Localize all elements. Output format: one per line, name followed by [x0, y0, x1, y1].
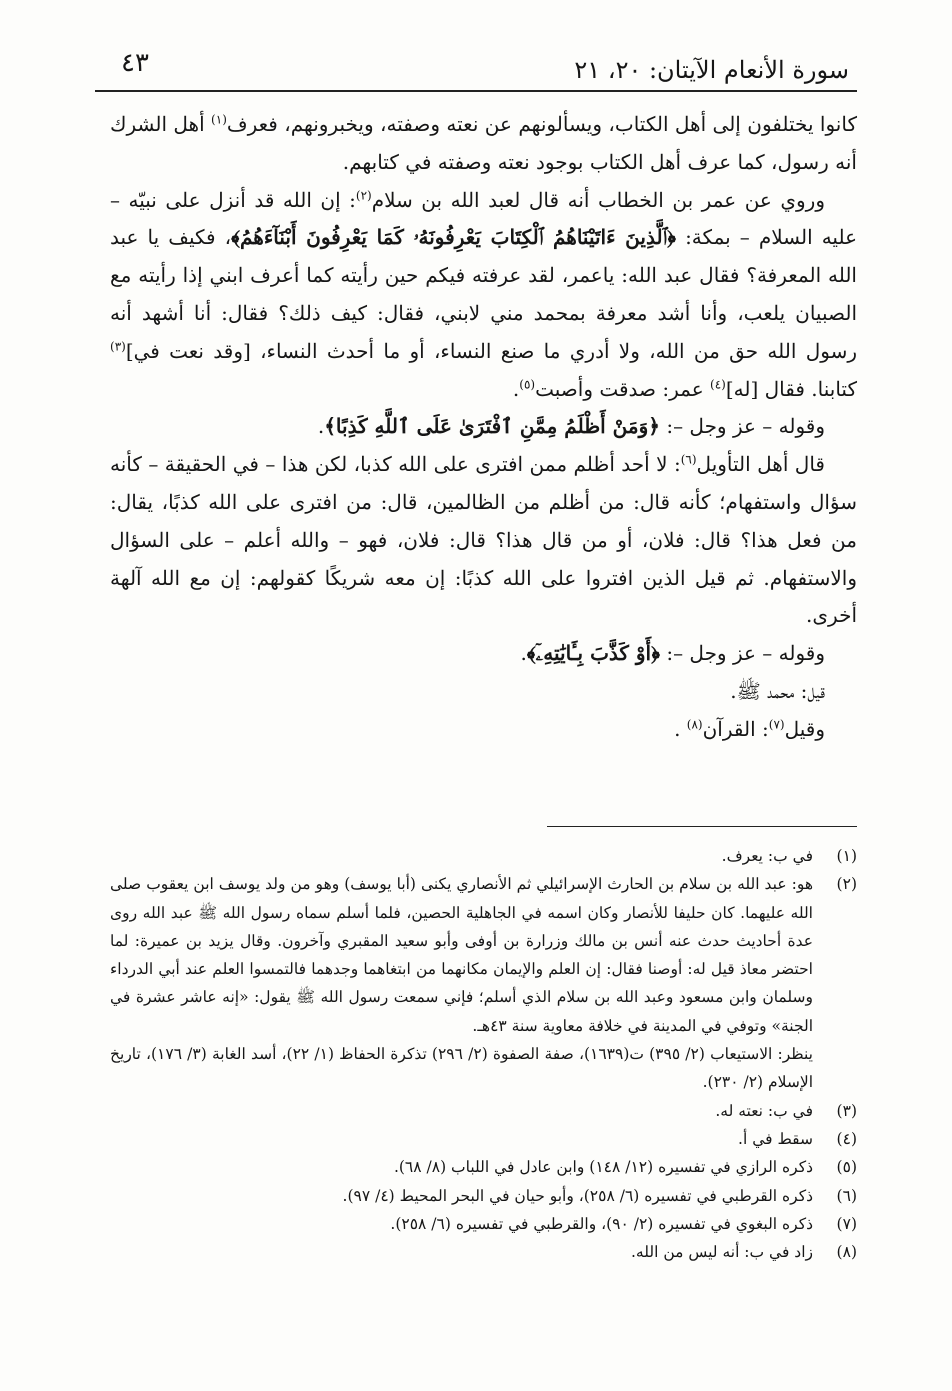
footnote-text: في ب: نعته له. — [715, 1101, 813, 1120]
paragraph-3 — [110, 408, 857, 446]
text-run: : لا أحد أظلم ممن افترى على الله كذبا، لكن هذا – في الحقيقة – كأنه سؤال واستفهام؛ كأنه قال: من أظلم من الظالمين، قال: من افترى على الله كذبًا، يقال: من فعل هذا؟ قال: فلان، أو من قال هذا؟ قال: فلان، فهو – والله أعلم – على السؤال والاستفهام. ثم قيل الذين افتروا على الله كذبًا: إن معه شريكًا كقولهم: إن مع الله آلهة أخرى. — [110, 452, 857, 628]
footnote-ref-7: (٧) — [768, 717, 785, 732]
main-text — [110, 106, 857, 749]
text-run: أهل الشرك أنه رسول، كما عرف أهل الكتاب بوجود نعته وصفته في كتابهم. — [110, 112, 857, 174]
text-run: وقوله – عز وجل –: — [659, 414, 825, 439]
footnote-text: ذكره الرازي في تفسيره (١٢/ ١٤٨) وابن عادل في اللباب (٨/ ٦٨). — [393, 1158, 813, 1177]
footnote-1 — [110, 842, 857, 870]
footnote-divider — [547, 826, 857, 827]
page-number: ٤٣ — [121, 48, 149, 78]
footnote-ref-4: (٤) — [710, 376, 726, 391]
text-run: قيل: محمد ﷺ. — [730, 678, 825, 703]
footnote-number: (٦) — [836, 1186, 857, 1205]
quran-verse: ﴿أَوْ كَذَّبَ بِـَٔايَٰتِهِۦٓ﴾ — [526, 641, 660, 666]
text-run: وروي عن عمر بن الخطاب أنه قال لعبد الله بن سلام — [371, 187, 825, 212]
paragraph-1 — [110, 106, 857, 182]
footnote-2 — [110, 870, 857, 1040]
text-run: ، فكيف يا عبد الله المعرفة؟ فقال عبد الله: ياعمر، لقد عرفته فيكم حين رأيته كما أعرف ابني إذا رأيته مع الصبيان يلعب، وأنا أشد معرفة بمحمد مني لابني، فقال: كيف ذلك؟ فقال: أنا أشهد أنه رسول الله حق من الله، ولا أدري ما صنع النساء، أو ما أحدث النساء، [وقد نعت في] — [110, 225, 857, 363]
footnote-number: (١) — [836, 847, 857, 865]
running-title: سورة الأنعام الآيتان: ٢٠، ٢١ — [574, 56, 849, 84]
footnote-text: ذكره القرطبي في تفسيره (٦/ ٢٥٨)، وأبو حيان في البحر المحيط (٤/ ٩٧). — [342, 1186, 813, 1205]
footnote-number: (٧) — [836, 1214, 857, 1233]
page-header — [95, 46, 857, 92]
text-run: : إن الله قد أنزل على نبيّه – عليه السلام – بمكة: — [110, 187, 858, 250]
footnote-ref-3: (٣) — [110, 339, 126, 354]
text-run: كانوا يختلفون إلى أهل الكتاب، ويسألونهم عن نعته وصفته، ويخبرونهم، فعرف — [226, 112, 857, 136]
footnote-4 — [110, 1125, 857, 1153]
footnote-ref-8: (٨) — [686, 717, 703, 732]
footnotes — [110, 842, 857, 1266]
footnote-text: سقط في أ. — [738, 1129, 813, 1148]
footnote-8 — [110, 1238, 857, 1266]
footnote-ref-1: (١) — [211, 112, 227, 127]
text-run: : القرآن — [702, 716, 769, 741]
footnote-text: في ب: يعرف. — [721, 847, 813, 865]
paragraph-5 — [110, 635, 857, 673]
footnote-number: (٢) — [836, 875, 857, 894]
text-run: . — [512, 376, 520, 401]
paragraph-7 — [110, 711, 857, 749]
footnote-ref-6: (٦) — [680, 452, 697, 467]
paragraph-6 — [110, 673, 857, 711]
paragraph-4 — [110, 446, 857, 635]
footnote-6 — [110, 1182, 857, 1210]
quran-verse: ﴿ٱلَّذِينَ ءَاتَيْنَاهُمُ ٱلْكِتَابَ يَعْرِفُونَهُۥ كَمَا يَعْرِفُونَ أَبْنَآءَهُمُ﴾ — [231, 225, 676, 250]
footnote-number: (٣) — [836, 1101, 857, 1120]
footnote-text: هو: عبد الله بن سلام بن الحارث الإسرائيلي ثم الأنصاري يكنى (أبا يوسف) وهو من ولد يوسف ابن يعقوب صلى الله عليهما. كان حليفا للأنصار وكان اسمه في الجاهلية الحصين، فلما أسلم سماه رسول الله ﷺ عبد الله روى عدة أحاديث حدث عنه أنس بن مالك وزرارة بن أوفى وأبو سعيد المقبري وآخرون. وقال يزيد بن عميرة: لما احتضر معاذ قيل له: أوصنا فقال: إن العلم والإيمان مكانهما من ابتغاهما وجدهما فالتمسوا العلم عند أبي الدرداء وسلمان وابن مسعود وعبد الله بن سلام الذي أسلم؛ فإني سمعت رسول الله ﷺ يقول: «إنه عاشر عشرة في الجنة» وتوفي في المدينة في خلافة معاوية سنة ٤٣هـ. — [110, 875, 813, 1035]
footnote-number: (٤) — [836, 1129, 857, 1148]
footnote-2-references: ينظر: الاستيعاب (٢/ ٣٩٥) ت(١٦٣٩)، صفة الصفوة (٢/ ٢٩٦) تذكرة الحفاظ (١/ ٢٢)، أسد الغابة (٣/ ١٧٦)، تاريخ الإسلام (٢/ ٢٣٠). — [110, 1045, 813, 1092]
footnote-text: زاد في ب: أنه ليس من الله. — [631, 1243, 813, 1262]
footnote-3 — [110, 1097, 857, 1125]
footnote-ref-5: (٥) — [519, 376, 536, 391]
text-run: عمر: صدقت وأصبت — [535, 376, 711, 401]
text-run: . — [674, 716, 687, 741]
footnote-number: (٥) — [836, 1158, 857, 1177]
footnote-number: (٨) — [836, 1243, 857, 1262]
footnote-ref-2: (٢) — [355, 187, 372, 202]
text-run: قال أهل التأويل — [696, 452, 825, 477]
footnote-5 — [110, 1153, 857, 1181]
paragraph-2 — [110, 182, 857, 409]
footnote-text: ذكره البغوي في تفسيره (٢/ ٩٠)، والقرطبي في تفسيره (٦/ ٢٥٨). — [390, 1214, 813, 1233]
text-run: كتابنا. فقال [له] — [725, 376, 857, 401]
text-run: . — [520, 641, 527, 666]
quran-verse: ﴿وَمَنْ أَظْلَمُ مِمَّنِ ٱفْتَرَىٰ عَلَى ٱللَّهِ كَذِبًا﴾ — [324, 414, 660, 439]
footnote-7 — [110, 1210, 857, 1238]
text-run: وقيل — [784, 716, 825, 741]
text-run: وقوله – عز وجل –: — [659, 641, 825, 666]
text-run: . — [317, 414, 325, 439]
